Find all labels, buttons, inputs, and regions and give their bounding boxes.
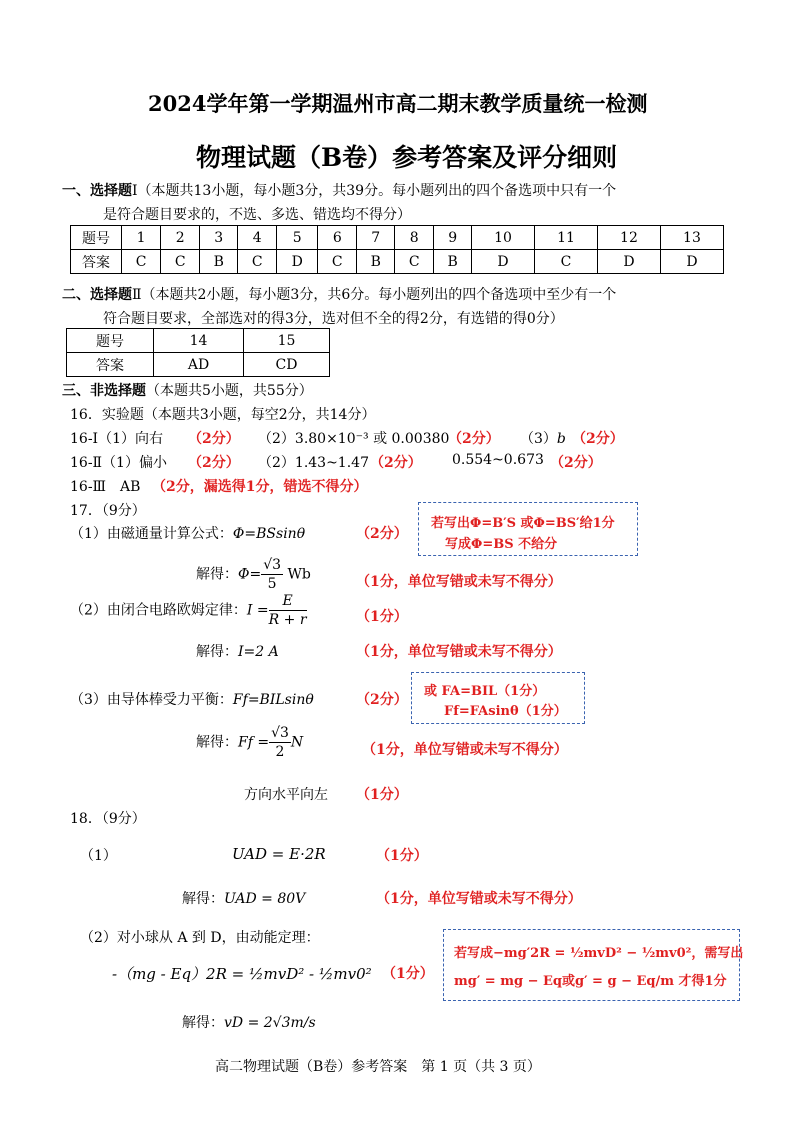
answer-cell: C — [161, 250, 200, 274]
answer-cell: D — [277, 250, 318, 274]
score-label: （2分） — [356, 692, 408, 708]
fraction-numerator: √3 — [263, 557, 282, 573]
note-line: 若写成−mg′2R = ½mvD² − ½mv0²，需写出 — [454, 946, 744, 961]
solution-unit: N — [290, 734, 304, 751]
section2-desc-line1: Ⅱ（本题共2小题，每小题3分，共6分。每小题列出的四个备选项中至少有一个 — [132, 287, 617, 303]
section2-desc-line2: 符合题目要求，全部选对的得3分，选对但不全的得2分，有选错的得0分） — [103, 311, 564, 327]
fraction — [269, 592, 307, 629]
formula-lhs: I = — [246, 602, 269, 619]
q16-title: 16．实验题（本题共3小题，每空2分，共14分） — [70, 407, 376, 423]
answer-cell: C — [122, 250, 161, 274]
q16-1-answer2: （2）3.80×10⁻³ 或 0.00380 — [258, 431, 450, 447]
question-number: 12 — [597, 226, 660, 250]
question-number: 6 — [318, 226, 357, 250]
q16-2-answer3: 0.554~0.673 — [452, 452, 544, 468]
q16-1-answer3-prefix: （3） — [520, 431, 557, 447]
answer-cell: CD — [244, 353, 330, 377]
score-label: （1分） — [356, 609, 408, 625]
note-box-force — [411, 672, 585, 724]
answer-cell: D — [597, 250, 660, 274]
score-label: （2分） — [188, 455, 240, 471]
q16-part1-line — [70, 428, 163, 448]
question-number: 1 — [122, 226, 161, 250]
solution-prefix: 解得： — [196, 734, 238, 751]
section1-description — [62, 180, 616, 200]
question-number: 14 — [154, 329, 244, 353]
table-row-answers — [67, 353, 330, 377]
note-line: 或 FA=BIL（1分） — [424, 684, 546, 699]
section2-description — [62, 284, 616, 304]
table-row-numbers — [71, 226, 724, 250]
question-number: 15 — [244, 329, 330, 353]
solution-prefix: 解得： — [196, 644, 238, 660]
fraction-denominator: 2 — [275, 744, 285, 760]
q18-2-solution — [182, 1012, 316, 1032]
solution-value: vD = 2√3m/s — [224, 1015, 316, 1031]
score-label: （2分） — [188, 431, 240, 447]
fraction-numerator: √3 — [271, 725, 289, 741]
fraction-denominator: 5 — [267, 576, 277, 592]
q17-2-label: （2）由闭合电路欧姆定律： — [70, 602, 247, 619]
score-label: （2分） — [370, 455, 422, 471]
formula-right: ½mvD² - ½mv0² — [249, 965, 372, 983]
score-label: （1分） — [356, 787, 408, 803]
answer-cell: C — [238, 250, 277, 274]
score-label: （1分，单位写错或未写不得分） — [376, 891, 582, 907]
note-line: Ff=FAsinθ（1分） — [444, 704, 567, 719]
row-label-answer: 答案 — [71, 250, 122, 274]
solution-value: UAD = 80V — [224, 891, 306, 907]
q17-1-formula: Φ=BSsinθ — [232, 526, 306, 542]
score-label: （2分，漏选得1分，错选不得分） — [152, 479, 368, 495]
q17-2-text — [70, 592, 307, 629]
question-number: 13 — [660, 226, 723, 250]
q16-1-answer1: 16-Ⅰ（1）向右 — [70, 431, 163, 447]
row-label-question: 题号 — [71, 226, 122, 250]
solution-prefix: 解得： — [196, 566, 238, 583]
answer-cell: D — [660, 250, 723, 274]
q17-title: 17．（9分） — [70, 503, 146, 519]
section3-description — [62, 380, 313, 400]
page-footer: 高二物理试题（B卷）参考答案 第 1 页（共 3 页） — [215, 1059, 541, 1075]
answer-cell: C — [395, 250, 434, 274]
score-label: （1分，单位写错或未写不得分） — [356, 644, 562, 660]
solution-lhs: Φ= — [238, 566, 262, 583]
note-box-flux — [418, 502, 638, 556]
q17-1-solution — [196, 556, 311, 593]
answer-cell: C — [535, 250, 598, 274]
q16-1-answer3-value: b — [556, 431, 566, 447]
question-number: 3 — [200, 226, 238, 250]
note-line: mg′ = mg − Eq或g′ = g − Eq/m 才得1分 — [454, 974, 727, 989]
section2-heading: 二、选择题 — [62, 287, 132, 303]
score-label: （2分） — [572, 431, 624, 447]
note-line: 写成Φ=BS 不给分 — [445, 537, 558, 552]
q17-2-solution — [196, 641, 279, 661]
q17-1-label: （1）由磁通量计算公式： — [70, 526, 233, 542]
solution-value: I=2 A — [238, 644, 279, 660]
answer-cell: C — [318, 250, 357, 274]
page-title: 物理试题（B卷）参考答案及评分细则 — [196, 143, 618, 172]
score-label: （2分） — [550, 455, 602, 471]
score-label: （2分） — [448, 431, 500, 447]
score-label: （1分） — [376, 848, 428, 864]
q16-3-answer: 16-Ⅲ AB — [70, 479, 141, 495]
q18-2-formula — [112, 963, 372, 984]
q17-3-text — [70, 689, 314, 709]
score-label: （1分，单位写错或未写不得分） — [356, 574, 562, 590]
question-number: 11 — [535, 226, 598, 250]
answer-cell: B — [200, 250, 238, 274]
fraction-numerator: E — [269, 592, 307, 611]
q16-2-answer1: 16-Ⅱ（1）偏小 — [70, 455, 167, 471]
q17-3-formula: Ff=BILsinθ — [232, 692, 314, 708]
q17-direction: 方向水平向左 — [244, 787, 328, 803]
table-row-answers — [71, 250, 724, 274]
question-number: 5 — [277, 226, 318, 250]
section1-heading: 一、选择题 — [62, 183, 132, 199]
solution-prefix: 解得： — [182, 1015, 224, 1031]
solution-unit: Wb — [287, 566, 311, 583]
q17-3-solution — [196, 724, 303, 761]
section1-desc-line1: Ⅰ（本题共13小题，每小题3分，共39分。每小题列出的四个备选项中只有一个 — [132, 183, 617, 199]
q18-1-solution — [182, 888, 305, 908]
question-number: 8 — [395, 226, 434, 250]
section3-desc: （本题共5小题，共55分） — [146, 383, 313, 399]
fraction — [261, 556, 283, 593]
score-label: （1分，单位写错或未写不得分） — [362, 742, 568, 758]
row-label-answer: 答案 — [67, 353, 154, 377]
q17-3-label: （3）由导体棒受力平衡： — [70, 692, 233, 708]
q18-1-formula: UAD = E·2R — [232, 845, 326, 863]
section3-heading: 三、非选择题 — [62, 383, 146, 399]
answer-cell: B — [357, 250, 395, 274]
note-line: 若写出Φ=B′S 或Φ=BS′给1分 — [431, 516, 615, 531]
section2-answer-table — [66, 328, 330, 377]
q18-1-label: （1） — [80, 848, 117, 864]
fraction — [269, 724, 291, 761]
solution-prefix: 解得： — [182, 891, 224, 907]
q16-2-answer2: （2）1.43~1.47 — [258, 455, 369, 471]
q16-1-answer3 — [520, 428, 566, 448]
q18-title: 18．（9分） — [70, 811, 146, 827]
question-number: 10 — [472, 226, 535, 250]
section1-answer-table — [70, 225, 724, 274]
question-number: 9 — [434, 226, 472, 250]
q17-1-text — [70, 523, 305, 543]
answer-cell: B — [434, 250, 472, 274]
exam-title: 2024学年第一学期温州市高二期末教学质量统一检测 — [148, 91, 648, 116]
score-label: （2分） — [356, 526, 408, 542]
table-row-numbers — [67, 329, 330, 353]
question-number: 7 — [357, 226, 395, 250]
note-box-energy — [443, 929, 744, 1001]
answer-cell: AD — [154, 353, 244, 377]
answer-cell: D — [472, 250, 535, 274]
formula-left: -（mg - Eq）2R = — [112, 965, 245, 983]
q18-2-text: （2）对小球从 A 到 D，由动能定理： — [80, 930, 320, 946]
section1-desc-line2: 是符合题目要求的，不选、多选、错选均不得分） — [103, 207, 411, 223]
question-number: 2 — [161, 226, 200, 250]
score-label: （1分） — [382, 966, 434, 982]
question-number: 4 — [238, 226, 277, 250]
solution-lhs: Ff = — [238, 734, 270, 751]
row-label-question: 题号 — [67, 329, 154, 353]
fraction-denominator: R + r — [268, 612, 307, 628]
